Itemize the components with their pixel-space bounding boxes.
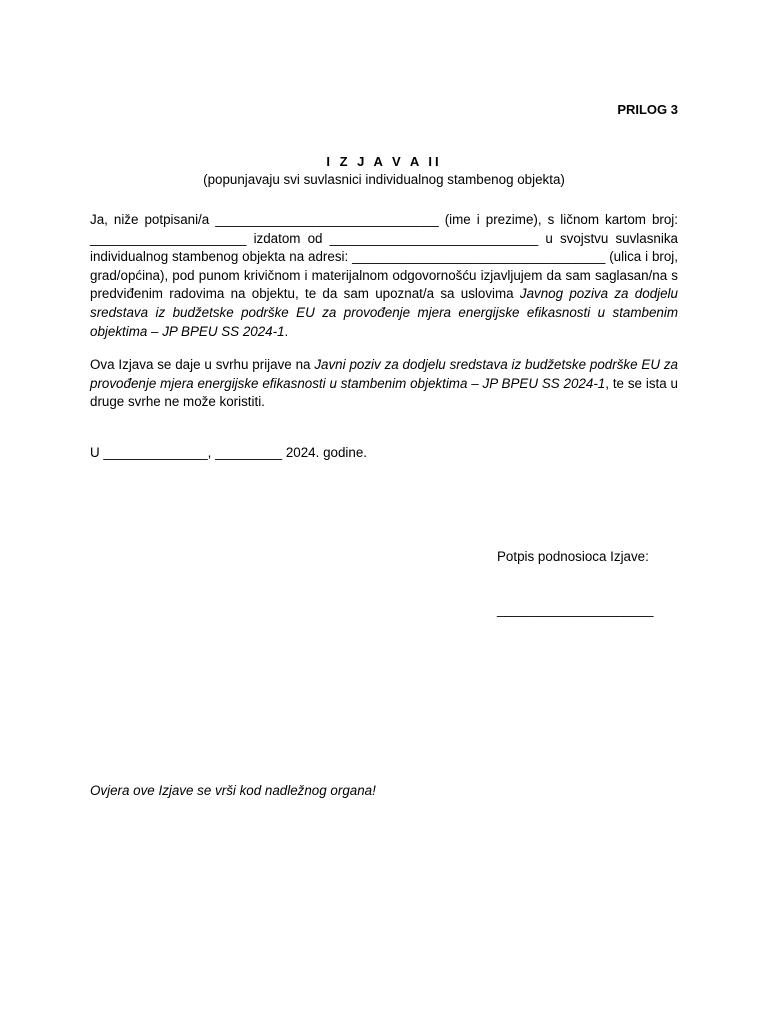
annex-label: PRILOG 3: [617, 102, 678, 117]
address-blank: __________________________________: [352, 249, 606, 265]
purpose-end: , te se ista u druge svrhe ne može koristiti.: [90, 375, 678, 410]
signature-label: Potpis podnosioca Izjave:: [497, 549, 649, 564]
name-blank: ______________________________: [215, 212, 439, 227]
declaration-paragraph: [90, 211, 678, 341]
issued-by-text: izdatom od: [253, 230, 323, 246]
call-name: Javnog poziva za dodjelu sredstava iz budžetske podrške EU za provođenje mjera energijske efikasnosti u stambenim objektima – JP BPEU SS 2024-1: [90, 286, 678, 339]
purpose-call-name: Javni poziv za dodjelu sredstava iz budžetske podrške EU za provođenje mjera energijske efikasnosti u stambenim objektima – JP BPEU SS 2024-1: [90, 357, 678, 391]
certification-note: Ovjera ove Izjave se vrši kod nadležnog organa!: [90, 783, 376, 798]
issuer-blank: ____________________________: [329, 230, 539, 246]
purpose-intro: Ova Izjava se daje u svrhu prijave na: [90, 357, 311, 372]
signature-line: _____________________: [497, 602, 654, 617]
id-number-blank: _____________________: [90, 230, 247, 246]
document-subtitle: (popunjavaju svi suvlasnici individualnog stambenog objekta): [203, 172, 565, 187]
declaration-text: (ulica i broj, grad/općina), pod punom krivičnom i materijalnom odgovornošću izjavljujem da sam saglasan/na s predviđenim radovima na objektu, te da sam upoznat/a sa uslovima: [90, 249, 678, 302]
purpose-paragraph: [90, 356, 678, 412]
role-text: u svojstvu suvlasnika individualnog stambenog objekta na adresi:: [90, 230, 678, 265]
document-title: I Z J A V A II: [326, 154, 442, 169]
name-hint: (ime i prezime), s ličnom kartom broj:: [444, 212, 678, 227]
intro-text: Ja, niže potpisani/a: [90, 212, 210, 227]
place-date-line: U ______________, _________ 2024. godine.: [90, 445, 367, 460]
paragraph-end: .: [284, 323, 289, 339]
